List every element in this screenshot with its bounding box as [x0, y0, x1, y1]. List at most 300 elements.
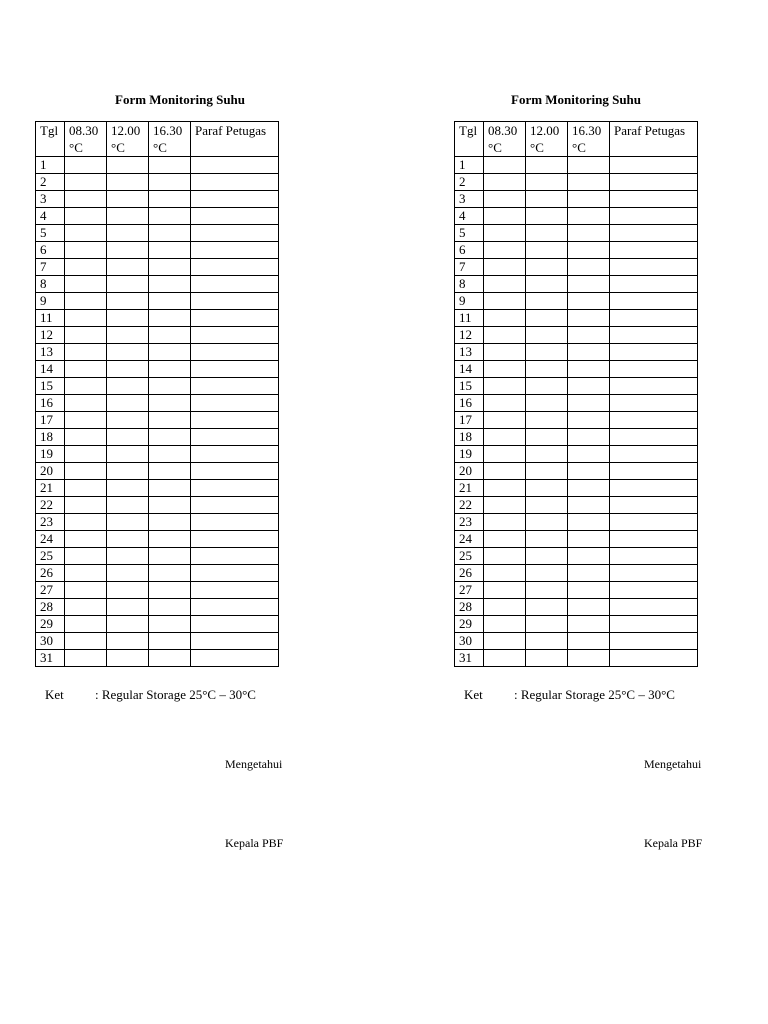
temperature-cell [484, 531, 526, 548]
initials-cell [191, 293, 279, 310]
date-header: Tgl [455, 122, 484, 157]
temperature-cell [568, 225, 610, 242]
day-number: 4 [455, 208, 484, 225]
temperature-cell [526, 157, 568, 174]
temperature-cell [149, 599, 191, 616]
temperature-table [35, 121, 279, 667]
temperature-cell [149, 616, 191, 633]
temperature-cell [526, 225, 568, 242]
table-row [36, 225, 279, 242]
temperature-cell [484, 497, 526, 514]
acknowledge-label: Mengetahui [225, 757, 283, 771]
table-row [455, 514, 698, 531]
table-row [455, 293, 698, 310]
day-number: 16 [36, 395, 65, 412]
temperature-cell [149, 395, 191, 412]
temperature-cell [484, 395, 526, 412]
temperature-cell [149, 480, 191, 497]
temperature-cell [149, 548, 191, 565]
table-row [455, 174, 698, 191]
initials-cell [610, 412, 698, 429]
note-text: : Regular Storage 25°C – 30°C [514, 687, 675, 702]
temperature-cell [107, 225, 149, 242]
initials-cell [610, 310, 698, 327]
table-row [36, 412, 279, 429]
temperature-cell [65, 344, 107, 361]
day-number: 12 [455, 327, 484, 344]
table-row [455, 344, 698, 361]
temperature-cell [568, 599, 610, 616]
temperature-cell [568, 633, 610, 650]
day-number: 1 [455, 157, 484, 174]
temperature-cell [526, 276, 568, 293]
temperature-cell [484, 310, 526, 327]
temperature-cell [149, 650, 191, 667]
temperature-cell [107, 378, 149, 395]
initials-cell [610, 293, 698, 310]
temperature-cell [65, 327, 107, 344]
initials-cell [191, 378, 279, 395]
temperature-table [454, 121, 698, 667]
initials-cell [191, 582, 279, 599]
temperature-cell [484, 633, 526, 650]
day-number: 31 [36, 650, 65, 667]
temperature-cell [484, 242, 526, 259]
day-number: 17 [36, 412, 65, 429]
temperature-cell [107, 497, 149, 514]
table-row [36, 480, 279, 497]
initials-cell [610, 395, 698, 412]
day-number: 14 [455, 361, 484, 378]
initials-cell [610, 446, 698, 463]
table-row [36, 378, 279, 395]
initials-header: Paraf Petugas [191, 122, 279, 157]
temperature-cell [568, 463, 610, 480]
day-number: 26 [36, 565, 65, 582]
day-number: 30 [455, 633, 484, 650]
initials-cell [191, 327, 279, 344]
temperature-cell [568, 191, 610, 208]
temperature-cell [568, 616, 610, 633]
temperature-cell [568, 344, 610, 361]
initials-cell [191, 599, 279, 616]
temperature-cell [526, 463, 568, 480]
temperature-cell [149, 191, 191, 208]
table-row [455, 259, 698, 276]
day-number: 25 [36, 548, 65, 565]
table-row [455, 633, 698, 650]
table-row [36, 259, 279, 276]
temperature-cell [484, 191, 526, 208]
temperature-cell [107, 276, 149, 293]
initials-cell [191, 395, 279, 412]
table-row [455, 650, 698, 667]
day-number: 22 [36, 497, 65, 514]
temperature-cell [484, 174, 526, 191]
temperature-cell [65, 650, 107, 667]
temperature-cell [526, 429, 568, 446]
temperature-cell [568, 378, 610, 395]
temperature-cell [107, 191, 149, 208]
temperature-cell [149, 208, 191, 225]
temperature-cell [65, 599, 107, 616]
day-number: 15 [455, 378, 484, 395]
table-row [36, 191, 279, 208]
day-number: 29 [455, 616, 484, 633]
temperature-cell [568, 531, 610, 548]
initials-cell [610, 497, 698, 514]
day-number: 19 [36, 446, 65, 463]
temperature-cell [65, 361, 107, 378]
initials-cell [610, 276, 698, 293]
initials-cell [191, 259, 279, 276]
table-row [455, 548, 698, 565]
temperature-cell [568, 480, 610, 497]
table-row [455, 497, 698, 514]
initials-cell [610, 242, 698, 259]
temperature-cell [149, 327, 191, 344]
temperature-cell [149, 276, 191, 293]
table-row [36, 548, 279, 565]
temperature-cell [107, 344, 149, 361]
temperature-cell [526, 412, 568, 429]
temperature-cell [65, 225, 107, 242]
temperature-cell [568, 497, 610, 514]
time-header: 16.30 [149, 122, 191, 142]
acknowledge-label: Mengetahui [644, 757, 702, 771]
day-number: 29 [36, 616, 65, 633]
temperature-cell [65, 191, 107, 208]
initials-cell [610, 327, 698, 344]
temperature-cell [484, 429, 526, 446]
temperature-cell [65, 242, 107, 259]
temperature-cell [107, 327, 149, 344]
initials-cell [610, 514, 698, 531]
table-row [455, 327, 698, 344]
initials-cell [191, 208, 279, 225]
day-number: 14 [36, 361, 65, 378]
day-number: 9 [36, 293, 65, 310]
initials-cell [610, 378, 698, 395]
signer-label: Kepala PBF [225, 836, 284, 850]
temperature-cell [484, 293, 526, 310]
day-number: 26 [455, 565, 484, 582]
table-row [36, 531, 279, 548]
temperature-cell [568, 157, 610, 174]
day-number: 7 [36, 259, 65, 276]
time-header: 08.30 [484, 122, 526, 142]
day-number: 6 [36, 242, 65, 259]
table-row [455, 225, 698, 242]
initials-cell [191, 650, 279, 667]
temperature-cell [107, 633, 149, 650]
temperature-cell [107, 157, 149, 174]
temperature-cell [149, 514, 191, 531]
temperature-cell [65, 259, 107, 276]
temperature-cell [568, 174, 610, 191]
form-right [454, 0, 754, 1024]
temperature-cell [526, 191, 568, 208]
temperature-cell [149, 378, 191, 395]
temperature-cell [526, 565, 568, 582]
unit-label: °C [568, 141, 610, 157]
initials-cell [191, 361, 279, 378]
temperature-cell [526, 497, 568, 514]
day-number: 11 [455, 310, 484, 327]
initials-cell [191, 344, 279, 361]
temperature-cell [568, 429, 610, 446]
temperature-cell [65, 497, 107, 514]
initials-cell [191, 412, 279, 429]
temperature-cell [526, 531, 568, 548]
day-number: 9 [455, 293, 484, 310]
table-row [36, 157, 279, 174]
temperature-cell [484, 599, 526, 616]
table-row [36, 599, 279, 616]
table-row [36, 565, 279, 582]
table-row [455, 191, 698, 208]
table-row [36, 582, 279, 599]
initials-cell [191, 157, 279, 174]
initials-cell [610, 548, 698, 565]
temperature-cell [568, 327, 610, 344]
temperature-cell [568, 582, 610, 599]
temperature-cell [526, 395, 568, 412]
initials-cell [610, 429, 698, 446]
initials-cell [610, 582, 698, 599]
temperature-cell [149, 565, 191, 582]
temperature-cell [149, 344, 191, 361]
initials-cell [191, 531, 279, 548]
table-row [455, 599, 698, 616]
table-row [455, 565, 698, 582]
temperature-cell [107, 412, 149, 429]
temperature-cell [568, 395, 610, 412]
temperature-cell [484, 344, 526, 361]
day-number: 23 [36, 514, 65, 531]
temperature-cell [149, 582, 191, 599]
day-number: 21 [36, 480, 65, 497]
temperature-cell [149, 429, 191, 446]
initials-cell [610, 616, 698, 633]
temperature-cell [484, 327, 526, 344]
temperature-cell [65, 310, 107, 327]
temperature-cell [107, 548, 149, 565]
initials-cell [610, 208, 698, 225]
temperature-cell [568, 310, 610, 327]
temperature-cell [107, 599, 149, 616]
temperature-cell [526, 616, 568, 633]
table-row [455, 378, 698, 395]
table-row [455, 463, 698, 480]
temperature-cell [568, 412, 610, 429]
day-number: 16 [455, 395, 484, 412]
initials-cell [191, 310, 279, 327]
table-row [36, 514, 279, 531]
temperature-cell [484, 225, 526, 242]
initials-cell [610, 565, 698, 582]
initials-cell [191, 191, 279, 208]
initials-cell [610, 463, 698, 480]
temperature-cell [65, 616, 107, 633]
temperature-cell [568, 514, 610, 531]
temperature-cell [568, 208, 610, 225]
temperature-cell [484, 208, 526, 225]
day-number: 4 [36, 208, 65, 225]
temperature-cell [107, 480, 149, 497]
temperature-cell [107, 310, 149, 327]
table-row [455, 157, 698, 174]
temperature-cell [526, 378, 568, 395]
day-number: 20 [36, 463, 65, 480]
temperature-cell [149, 310, 191, 327]
table-row [36, 446, 279, 463]
temperature-cell [149, 463, 191, 480]
day-number: 28 [455, 599, 484, 616]
temperature-cell [107, 259, 149, 276]
temperature-cell [149, 242, 191, 259]
temperature-cell [484, 565, 526, 582]
table-row [36, 395, 279, 412]
temperature-cell [65, 514, 107, 531]
temperature-cell [526, 242, 568, 259]
initials-cell [610, 531, 698, 548]
day-number: 18 [455, 429, 484, 446]
table-row [36, 463, 279, 480]
unit-label: °C [149, 141, 191, 157]
day-number: 24 [455, 531, 484, 548]
temperature-cell [568, 293, 610, 310]
day-number: 22 [455, 497, 484, 514]
temperature-cell [568, 650, 610, 667]
temperature-cell [526, 446, 568, 463]
date-header: Tgl [36, 122, 65, 157]
signer-label: Kepala PBF [644, 836, 703, 850]
temperature-cell [65, 446, 107, 463]
temperature-cell [568, 565, 610, 582]
temperature-cell [65, 157, 107, 174]
temperature-cell [568, 446, 610, 463]
temperature-cell [107, 565, 149, 582]
temperature-cell [526, 293, 568, 310]
table-row [36, 293, 279, 310]
table-row [455, 582, 698, 599]
day-number: 13 [455, 344, 484, 361]
header-row [36, 122, 279, 142]
day-number: 27 [36, 582, 65, 599]
day-number: 3 [36, 191, 65, 208]
temperature-cell [484, 446, 526, 463]
temperature-cell [107, 531, 149, 548]
temperature-cell [65, 429, 107, 446]
unit-label: °C [484, 141, 526, 157]
time-header: 12.00 [526, 122, 568, 142]
day-number: 6 [455, 242, 484, 259]
temperature-cell [149, 531, 191, 548]
temperature-cell [65, 378, 107, 395]
table-row [36, 633, 279, 650]
temperature-cell [107, 242, 149, 259]
temperature-cell [149, 446, 191, 463]
temperature-cell [107, 293, 149, 310]
day-number: 25 [455, 548, 484, 565]
table-row [36, 650, 279, 667]
storage-note [464, 687, 675, 703]
day-number: 23 [455, 514, 484, 531]
day-number: 2 [36, 174, 65, 191]
temperature-cell [526, 548, 568, 565]
temperature-cell [484, 276, 526, 293]
table-row [36, 327, 279, 344]
table-row [455, 395, 698, 412]
time-header: 12.00 [107, 122, 149, 142]
day-number: 3 [455, 191, 484, 208]
temperature-cell [65, 548, 107, 565]
initials-cell [191, 463, 279, 480]
note-label: Ket [45, 687, 64, 702]
temperature-cell [107, 361, 149, 378]
table-row [455, 242, 698, 259]
initials-cell [610, 599, 698, 616]
temperature-cell [65, 208, 107, 225]
initials-cell [610, 259, 698, 276]
table-row [455, 480, 698, 497]
day-number: 28 [36, 599, 65, 616]
table-row [36, 344, 279, 361]
initials-cell [191, 548, 279, 565]
temperature-cell [526, 310, 568, 327]
temperature-cell [484, 582, 526, 599]
initials-cell [191, 174, 279, 191]
temperature-cell [65, 276, 107, 293]
unit-label: °C [65, 141, 107, 157]
table-row [36, 174, 279, 191]
initials-cell [191, 225, 279, 242]
day-number: 27 [455, 582, 484, 599]
temperature-cell [526, 480, 568, 497]
table-row [36, 242, 279, 259]
table-row [36, 276, 279, 293]
initials-cell [610, 361, 698, 378]
temperature-cell [484, 463, 526, 480]
temperature-cell [107, 174, 149, 191]
temperature-cell [107, 429, 149, 446]
temperature-cell [149, 259, 191, 276]
initials-cell [191, 514, 279, 531]
table-row [36, 208, 279, 225]
temperature-cell [65, 412, 107, 429]
temperature-cell [526, 650, 568, 667]
temperature-cell [526, 599, 568, 616]
day-number: 11 [36, 310, 65, 327]
storage-note [45, 687, 256, 703]
day-number: 21 [455, 480, 484, 497]
initials-cell [610, 480, 698, 497]
day-number: 8 [455, 276, 484, 293]
temperature-cell [65, 582, 107, 599]
table-row [455, 616, 698, 633]
initials-cell [610, 225, 698, 242]
day-number: 13 [36, 344, 65, 361]
initials-cell [610, 344, 698, 361]
note-label: Ket [464, 687, 483, 702]
temperature-cell [484, 480, 526, 497]
initials-cell [191, 242, 279, 259]
temperature-cell [484, 259, 526, 276]
initials-cell [610, 633, 698, 650]
day-number: 19 [455, 446, 484, 463]
temperature-cell [526, 344, 568, 361]
